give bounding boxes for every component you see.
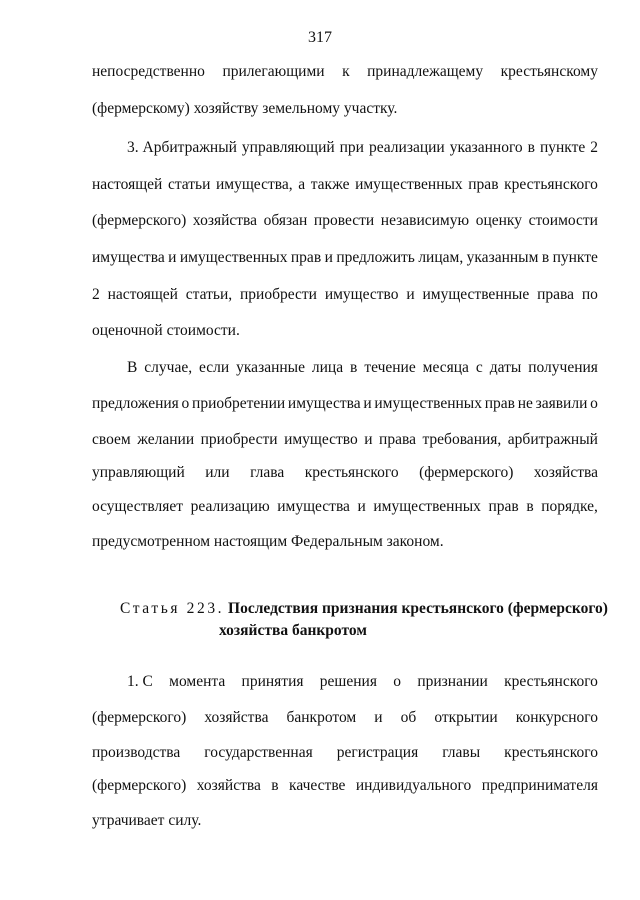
word: имущества, [216, 176, 293, 193]
word: не [517, 395, 533, 412]
word: индивидуального [355, 777, 472, 794]
word: в [541, 249, 550, 266]
word: приобретении [192, 395, 286, 412]
word: имущественные [422, 286, 530, 303]
word: 1. С [127, 673, 153, 690]
word: управляющий [241, 139, 335, 156]
word: имущества [277, 498, 350, 515]
word: статьи [167, 176, 211, 193]
article-heading [120, 599, 608, 619]
word: имущество [284, 431, 358, 448]
word: имущественных [373, 498, 481, 515]
word: даты [489, 359, 522, 376]
word: указанные [236, 359, 305, 376]
paragraph-2-line-3 [92, 211, 598, 231]
word: крестьянского [504, 176, 598, 193]
word: 2 [92, 286, 100, 303]
word: прав [290, 249, 322, 266]
word: предложения [92, 395, 179, 412]
word: производства [92, 744, 181, 761]
word: (фермерского) [92, 709, 187, 726]
word: принадлежащему [367, 63, 484, 80]
word: принятия [241, 673, 304, 690]
word: настоящей [107, 286, 178, 303]
word: крестьянского [504, 744, 598, 761]
word: или [205, 464, 230, 481]
word: имущественных [355, 176, 463, 193]
paragraph-1-line-1 [92, 62, 598, 82]
word: главы [442, 744, 481, 761]
word: к [342, 63, 350, 80]
word: банкротом [286, 709, 357, 726]
word: прилегающими [222, 63, 325, 80]
word: имущество [324, 286, 399, 303]
word: указанного [449, 139, 523, 156]
page-number: 317 [308, 29, 332, 46]
paragraph-2-line-1 [127, 138, 598, 158]
paragraph-4-line-3 [92, 743, 598, 763]
word: 2 [590, 139, 598, 156]
word: в [271, 777, 279, 794]
word: пункте [539, 139, 586, 156]
paragraph-3-line-5 [92, 497, 598, 517]
word: хозяйства [204, 709, 269, 726]
word: приобрести [200, 431, 278, 448]
word: и [374, 709, 383, 726]
word: предпринимателя [481, 777, 598, 794]
word: о [181, 395, 190, 412]
paragraph-3-line-6: предусмотренном настоящим Федеральным законом. [92, 533, 444, 550]
article-title-line-2: хозяйства банкротом [219, 622, 367, 639]
word: государственная [204, 744, 313, 761]
word: имущественных [374, 395, 482, 412]
word: хозяйства [533, 464, 598, 481]
word: момента [169, 673, 226, 690]
word: и [324, 249, 333, 266]
word: предложить [336, 249, 415, 266]
word: своем [92, 431, 131, 448]
word: и [357, 498, 366, 515]
word: по [581, 286, 598, 303]
word: арбитражный [507, 431, 598, 448]
word: В [127, 359, 138, 376]
word: и [363, 395, 372, 412]
word: открытии [434, 709, 498, 726]
word: права [537, 286, 574, 303]
word: реализацию [190, 498, 270, 515]
word: обязан [263, 212, 308, 229]
paragraph-2-line-6: оценочной стоимости. [92, 322, 240, 339]
word: крестьянского [304, 464, 399, 481]
word: имущественных [179, 249, 288, 266]
word: (фермерского) [419, 464, 514, 481]
word: хозяйства [196, 777, 261, 794]
paragraph-3-line-2 [92, 394, 598, 414]
article-label: Статья 223. [120, 600, 225, 617]
word: с [475, 359, 483, 376]
word: пункте [552, 249, 598, 266]
word: течение [364, 359, 416, 376]
word: осуществляет [92, 498, 184, 515]
word: и [168, 249, 177, 266]
word: хозяйства [192, 212, 258, 229]
word: качестве [289, 777, 346, 794]
paragraph-4-line-5: утрачивает силу. [92, 812, 202, 829]
word: прав [484, 395, 515, 412]
word: независимую [380, 212, 470, 229]
word: непосредственно [92, 63, 205, 80]
word: и [406, 286, 415, 303]
word: желании [137, 431, 195, 448]
paragraph-3-line-4 [92, 463, 598, 483]
word: лица [311, 359, 344, 376]
word: требования, [422, 431, 502, 448]
word: стоимости [528, 212, 598, 229]
word: указанным [466, 249, 539, 266]
word: получения [528, 359, 598, 376]
word: управляющий [92, 464, 185, 481]
word: если [199, 359, 230, 376]
word: глава [250, 464, 285, 481]
paragraph-2-line-4 [92, 248, 598, 268]
article-title-line-1: Последствия признания крестьянского (фермерского) [228, 600, 608, 617]
word: месяца [422, 359, 469, 376]
paragraph-4-line-2 [92, 708, 598, 728]
word: решения [319, 673, 377, 690]
paragraph-2-line-5 [92, 285, 598, 305]
word: о [590, 395, 598, 412]
word: провести [313, 212, 375, 229]
word: оценку [475, 212, 522, 229]
word: порядке, [541, 498, 598, 515]
word: настоящей [92, 176, 163, 193]
word: конкурсного [515, 709, 598, 726]
word: заявили [535, 395, 588, 412]
word: имущества [287, 395, 361, 412]
paragraph-2-line-2 [92, 175, 598, 195]
word: случае, [144, 359, 193, 376]
word: а [298, 176, 306, 193]
word: признании [417, 673, 488, 690]
word: (фермерского) [92, 212, 187, 229]
word: лицам, [418, 249, 464, 266]
word: и [364, 431, 373, 448]
word: статьи, [185, 286, 233, 303]
word: в [526, 498, 534, 515]
word: прав [468, 176, 499, 193]
paragraph-3-line-1 [127, 358, 598, 378]
word: об [400, 709, 417, 726]
word: также [310, 176, 350, 193]
word: 3. Арбитражный [127, 139, 237, 156]
word: реализации [368, 139, 445, 156]
word: о [393, 673, 402, 690]
word: имущества [92, 249, 165, 266]
word: крестьянского [504, 673, 598, 690]
paragraph-1-line-2: (фермерскому) хозяйству земельному участку. [92, 100, 398, 117]
word: в [527, 139, 535, 156]
word: регистрация [336, 744, 419, 761]
word: (фермерского) [92, 777, 187, 794]
word: прав [488, 498, 519, 515]
word: крестьянскому [500, 63, 598, 80]
paragraph-4-line-1 [127, 672, 598, 692]
paragraph-3-line-3 [92, 430, 598, 450]
paragraph-4-line-4 [92, 776, 598, 796]
word: при [339, 139, 364, 156]
word: права [379, 431, 416, 448]
word: приобрести [240, 286, 317, 303]
word: в [350, 359, 358, 376]
